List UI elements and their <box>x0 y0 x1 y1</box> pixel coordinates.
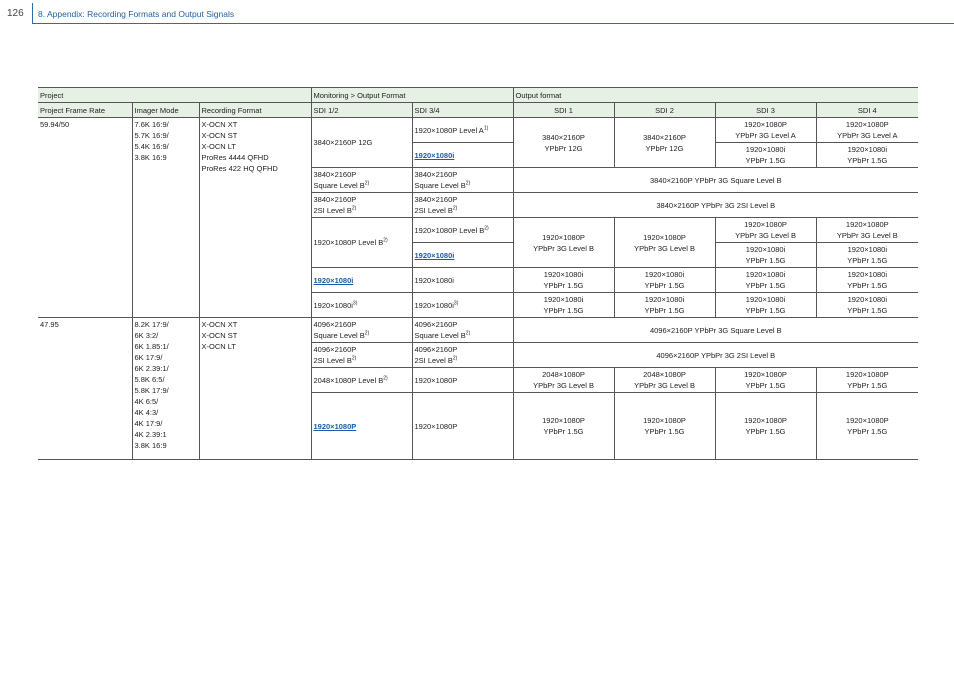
header-row-2 <box>38 103 918 118</box>
sdi34-link-cell[interactable] <box>412 143 513 168</box>
sdi34-cell: $1920\times 1080i^{3)}$ <box>412 293 513 318</box>
sdi34-cell: 1920×1080P Level $A^{1)}$ <box>412 118 513 143</box>
sdi34-cell: 3840×2160P 2SI Level $B^{2)}$ <box>412 193 513 218</box>
sdi2-cell: 1920×1080P YPbPr 3G Level B <box>614 218 715 268</box>
col-frame-rate: Project Frame Rate <box>38 103 132 118</box>
sdi34-cell: 1920×1080i <box>412 268 513 293</box>
sdi2-cell: 1920×1080i YPbPr 1.5G <box>614 268 715 293</box>
header-row-1 <box>38 88 918 103</box>
sdi3-cell: 1920×1080i YPbPr 1.5G <box>715 293 816 318</box>
output-merged-cell: 4096×2160P YPbPr 3G Square Level B <box>513 318 918 343</box>
sdi2-cell: 1920×1080i YPbPr 1.5G <box>614 293 715 318</box>
sdi12-link-cell[interactable] <box>311 268 412 293</box>
header-rule <box>32 23 954 24</box>
sdi1-cell: 1920×1080P YPbPr 1.5G <box>513 393 614 460</box>
sdi3-cell: 1920×1080i YPbPr 1.5G <box>715 143 816 168</box>
page-number: 126 <box>7 8 24 19</box>
imager-mode-cell: 7.6K 16:9/ 5.7K 16:9/ 5.4K 16:9/ 3.8K 16:9 <box>132 118 199 318</box>
sdi12-cell: 1920×1080P Level $B^{2)}$ <box>311 218 412 268</box>
col-sdi34: SDI 3/4 <box>412 103 513 118</box>
sdi4-cell: 1920×1080P YPbPr 3G Level B <box>816 218 918 243</box>
sdi3-cell: 1920×1080i YPbPr 1.5G <box>715 243 816 268</box>
project-header: Project <box>38 88 311 103</box>
col-sdi12: SDI 1/2 <box>311 103 412 118</box>
format-link[interactable]: 1920×1080i <box>313 275 354 285</box>
sdi12-cell: 2048×1080P Level $B^{2)}$ <box>311 368 412 393</box>
sdi4-cell: 1920×1080i YPbPr 1.5G <box>816 143 918 168</box>
sdi12-link-cell[interactable] <box>311 393 412 460</box>
sdi1-cell: 1920×1080P YPbPr 3G Level B <box>513 218 614 268</box>
col-sdi4: SDI 4 <box>816 103 918 118</box>
table-row <box>38 318 918 343</box>
frame-rate-cell: 59.94/50 <box>38 118 132 318</box>
output-format-header: Output format <box>513 88 918 103</box>
sdi1-cell: 3840×2160P YPbPr 12G <box>513 118 614 168</box>
col-sdi1: SDI 1 <box>513 103 614 118</box>
format-link[interactable]: 1920×1080i <box>414 250 455 260</box>
table-row <box>38 118 918 143</box>
output-merged-cell: 3840×2160P YPbPr 3G 2SI Level B <box>513 193 918 218</box>
sdi2-cell: 3840×2160P YPbPr 12G <box>614 118 715 168</box>
sdi1-cell: 2048×1080P YPbPr 3G Level B <box>513 368 614 393</box>
recording-format-cell: X-OCN XT X-OCN ST X-OCN LT <box>199 318 311 460</box>
sdi4-cell: 1920×1080P YPbPr 1.5G <box>816 368 918 393</box>
sdi1-cell: 1920×1080i YPbPr 1.5G <box>513 293 614 318</box>
sdi34-cell: 4096×2160P 2SI Level $B^{2)}$ <box>412 343 513 368</box>
sdi34-cell: 1920×1080P <box>412 368 513 393</box>
sdi12-cell: $1920\times 1080i^{3)}$ <box>311 293 412 318</box>
sdi12-cell: 3840×2160P Square Level $B^{2)}$ <box>311 168 412 193</box>
sdi4-cell: 1920×1080i YPbPr 1.5G <box>816 268 918 293</box>
sdi34-cell: 3840×2160P Square Level $B^{2)}$ <box>412 168 513 193</box>
sdi4-cell: 1920×1080P YPbPr 1.5G <box>816 393 918 460</box>
sdi2-cell: 2048×1080P YPbPr 3G Level B <box>614 368 715 393</box>
col-sdi2: SDI 2 <box>614 103 715 118</box>
sdi12-cell: 3840×2160P 2SI Level $B^{2)}$ <box>311 193 412 218</box>
sdi4-cell: 1920×1080i YPbPr 1.5G <box>816 293 918 318</box>
sdi3-cell: 1920×1080i YPbPr 1.5G <box>715 268 816 293</box>
recording-format-cell: X-OCN XT X-OCN ST X-OCN LT ProRes 4444 QFHD ProRes 422 HQ QFHD <box>199 118 311 318</box>
sdi3-cell: 1920×1080P YPbPr 3G Level B <box>715 218 816 243</box>
frame-rate-cell: 47.95 <box>38 318 132 460</box>
sdi12-cell: 3840×2160P 12G <box>311 118 412 168</box>
sdi1-cell: 1920×1080i YPbPr 1.5G <box>513 268 614 293</box>
sdi34-cell: 1920×1080P Level $B^{2)}$ <box>412 218 513 243</box>
sdi3-cell: 1920×1080P YPbPr 3G Level A <box>715 118 816 143</box>
sdi4-cell: 1920×1080P YPbPr 3G Level A <box>816 118 918 143</box>
sdi12-cell: 4096×2160P 2SI Level $B^{2)}$ <box>311 343 412 368</box>
output-merged-cell: 3840×2160P YPbPr 3G Square Level B <box>513 168 918 193</box>
header-separator <box>32 3 33 23</box>
sdi3-cell: 1920×1080P YPbPr 1.5G <box>715 393 816 460</box>
sdi34-link-cell[interactable] <box>412 243 513 268</box>
sdi34-cell: 1920×1080P <box>412 393 513 460</box>
monitoring-header: Monitoring > Output Format <box>311 88 513 103</box>
imager-mode-cell: 8.2K 17:9/ 6K 3:2/ 6K 1.85:1/ 6K 17:9/ 6K 2.39:1/ 5.8K 6:5/ 5.8K 17:9/ 4K 6:5/ 4K 4:3/ 4K 17:9/ 4K 2.39:1 3.8K 16:9 <box>132 318 199 460</box>
format-link[interactable]: 1920×1080P <box>313 421 357 431</box>
section-title: 8. Appendix: Recording Formats and Output Signals <box>38 9 235 19</box>
sdi34-cell: 4096×2160P Square Level $B^{2)}$ <box>412 318 513 343</box>
sdi12-cell: 4096×2160P Square Level $B^{2)}$ <box>311 318 412 343</box>
output-format-table <box>38 87 918 460</box>
col-sdi3: SDI 3 <box>715 103 816 118</box>
sdi3-cell: 1920×1080P YPbPr 1.5G <box>715 368 816 393</box>
col-imager-mode: Imager Mode <box>132 103 199 118</box>
col-recording-format: Recording Format <box>199 103 311 118</box>
output-merged-cell: 4096×2160P YPbPr 3G 2SI Level B <box>513 343 918 368</box>
sdi4-cell: 1920×1080i YPbPr 1.5G <box>816 243 918 268</box>
page-header <box>0 0 954 24</box>
sdi2-cell: 1920×1080P YPbPr 1.5G <box>614 393 715 460</box>
format-link[interactable]: 1920×1080i <box>414 150 455 160</box>
